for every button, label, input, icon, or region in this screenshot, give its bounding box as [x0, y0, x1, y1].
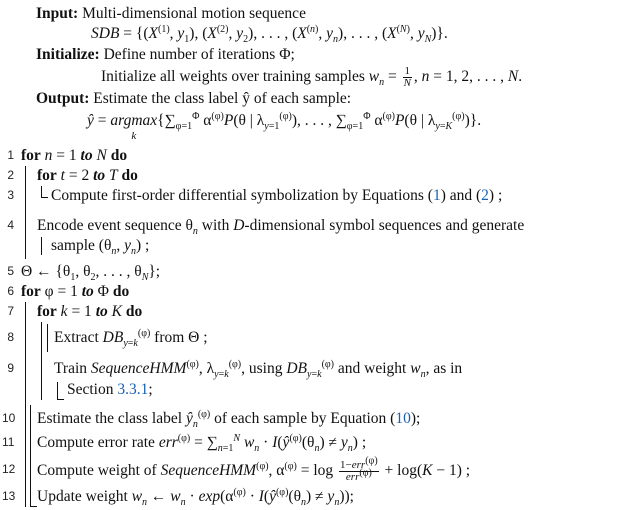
initialize-line: [36, 45, 295, 64]
sdb-formula: SDB = {($X^{(1)}$, $y_1$), ($X^{(2)}$, $y_2$), . . . , ($X^{(n)}$, $y_n$), . . . , ($X^{(N)}$, $y_N$)}.: [91, 23, 448, 46]
line-number-4: 4: [7, 218, 14, 232]
kw-do: do: [112, 283, 130, 300]
block-line-7: [41, 322, 42, 400]
block-line-8: [47, 324, 48, 352]
line-number-12: 12: [2, 462, 16, 476]
output-text: Estimate the class label ŷ of each sample:: [93, 90, 352, 107]
block-line-6: [25, 302, 26, 507]
line8-text: Extract: [54, 329, 99, 346]
equation-ref-1[interactable]: 1: [432, 187, 441, 204]
line10-text-a: Estimate the class label: [37, 410, 183, 427]
line-number-5: 5: [7, 264, 14, 278]
line11-text: Compute error rate: [37, 434, 155, 451]
input-label: Input:: [36, 5, 79, 22]
output-line: [36, 89, 351, 108]
kw-do: do: [125, 303, 143, 320]
kw-to: to: [80, 147, 93, 164]
input-text: Multi-dimensional motion sequence: [82, 5, 306, 22]
line4-text-b: with: [201, 217, 230, 234]
kw-for: for: [21, 283, 41, 300]
algo-line-9: Train SequenceHMM$^{(\varphi)}$, $\lambda_{y=k}^{(\varphi)}$, using $DB_{y=k}^{(\varphi)}$ and weight $w_n$, as in: [54, 358, 463, 381]
initialize-weights-text: Initialize all weights over training samples: [101, 68, 365, 86]
algo-line-4-cont: sample ($\theta_n$, $y_n$) ;: [51, 237, 150, 258]
line-number-3: 3: [7, 188, 14, 202]
line-number-11: 11: [2, 435, 15, 449]
line-number-13: 13: [2, 489, 16, 503]
algo-line-7: for k = 1 to K do: [37, 303, 143, 320]
algo-line-6: for φ = 1 to Φ do: [21, 283, 130, 300]
algo-line-5: Θ ← {$\theta_1$, $\theta_2$, . . . , $\theta_N$};: [21, 263, 161, 284]
line3-post: ) ;: [488, 187, 503, 204]
algo-line-8: Extract $DB_{y=k}^{(\varphi)}$ from Θ ;: [54, 327, 208, 350]
line10-text-c: );: [410, 410, 421, 427]
block-line-4: [41, 237, 42, 255]
block-line-1: [25, 166, 26, 259]
kw-for: for: [37, 303, 57, 320]
line-number-10: 10: [2, 411, 16, 425]
line9-text-c: and weight: [337, 360, 407, 377]
line-number-9: 9: [7, 361, 14, 375]
equation-ref-10[interactable]: 10: [395, 410, 411, 427]
line4-text-a: Encode event sequence: [37, 217, 182, 234]
initialize-text: Define number of iterations Φ;: [103, 46, 295, 63]
line-number-8: 8: [7, 330, 14, 344]
algo-line-13: Update weight $w_n$ ← $w_n \cdot \exp(\alpha^{(\varphi)}$ · $I(ŷ^{(\varphi)}(\theta_n) \ne y_n)$);: [37, 486, 354, 509]
line4-text-c: -dimensional symbol sequences and generate: [244, 217, 525, 234]
block-hook-2: [41, 186, 48, 198]
kw-do: do: [121, 167, 138, 184]
kw-for: for: [21, 147, 41, 164]
output-label: Output:: [36, 90, 90, 107]
line9-text-d: , as in: [425, 360, 463, 377]
equation-ref-2[interactable]: 2: [481, 187, 489, 204]
section-ref[interactable]: 3.3.1: [117, 381, 149, 398]
kw-to: to: [81, 283, 94, 300]
line-number-2: 2: [7, 168, 14, 182]
line-number-6: 6: [7, 284, 14, 298]
line-number-7: 7: [7, 304, 14, 318]
line4-text-d: sample: [51, 237, 95, 254]
block-hook-6: [30, 405, 37, 507]
algo-line-12: Compute weight of SequenceHMM$^{(\varphi)}$, $\alpha^{(\varphi)} = \log$ $\frac{1-err^{(\varphi)}}{err^{(\varphi)}}$ + log(K − 1) ;: [37, 455, 471, 483]
kw-to: to: [93, 167, 106, 184]
algo-line-3: [51, 186, 502, 205]
algo-line-2: for t = 2 to T do: [37, 167, 138, 184]
line-number-1: 1: [7, 148, 14, 162]
algo-line-4: Encode event sequence $\theta_n$ with D-dimensional symbol sequences and generate: [37, 217, 525, 238]
line12-text: Compute weight of: [37, 462, 157, 480]
line13-text: Update weight: [37, 488, 128, 505]
block-hook-9: [57, 382, 64, 400]
line3-mid: ) and (: [440, 187, 482, 204]
algo-line-11: Compute error rate $err^{(\varphi)} = \sum_{n=1}^N$ $w_n$ · $I(ŷ^{(\varphi)}(\theta_n) \ne y_n)$ ;: [37, 432, 367, 455]
kw-for: for: [37, 167, 57, 184]
line9-text-e: Section: [67, 381, 114, 398]
line8-text-b: from Θ ;: [154, 329, 208, 346]
initialize-label: Initialize:: [36, 46, 100, 63]
algo-line-10: Estimate the class label $ŷ_n^{(\varphi)}$ of each sample by Equation (10);: [37, 408, 421, 431]
kw-to: to: [95, 303, 108, 320]
algo-line-9-cont: Section 3.3.1;: [67, 381, 153, 398]
initialize-weights-line: Initialize all weights over training samples $w_n$ = $\frac{1}{N}$ , n = 1, 2, . . . , N.: [101, 65, 523, 89]
algo-line-1: for n = 1 to N do: [21, 147, 128, 164]
input-line: [36, 4, 306, 23]
output-formula: ŷ = argmax k {$\sum_{\varphi=1}^\Phi$ $\alpha^{(\varphi)}P(\theta$ | $\lambda_{y=1}^{(\varphi)}$), . . . , $\sum_{\varphi=1}^\Phi$ $\alpha^{(\varphi)}P(\theta$ | $\lambda_{y=K}^{(\varphi)}$)}.: [87, 110, 482, 142]
line3-text: Compute first-order differential symbolization by Equations (: [51, 187, 433, 204]
line10-text-b: of each sample by Equation (: [214, 410, 396, 427]
line9-text-a: Train: [54, 360, 88, 377]
kw-do: do: [110, 147, 128, 164]
line9-text-b: using: [248, 360, 283, 377]
